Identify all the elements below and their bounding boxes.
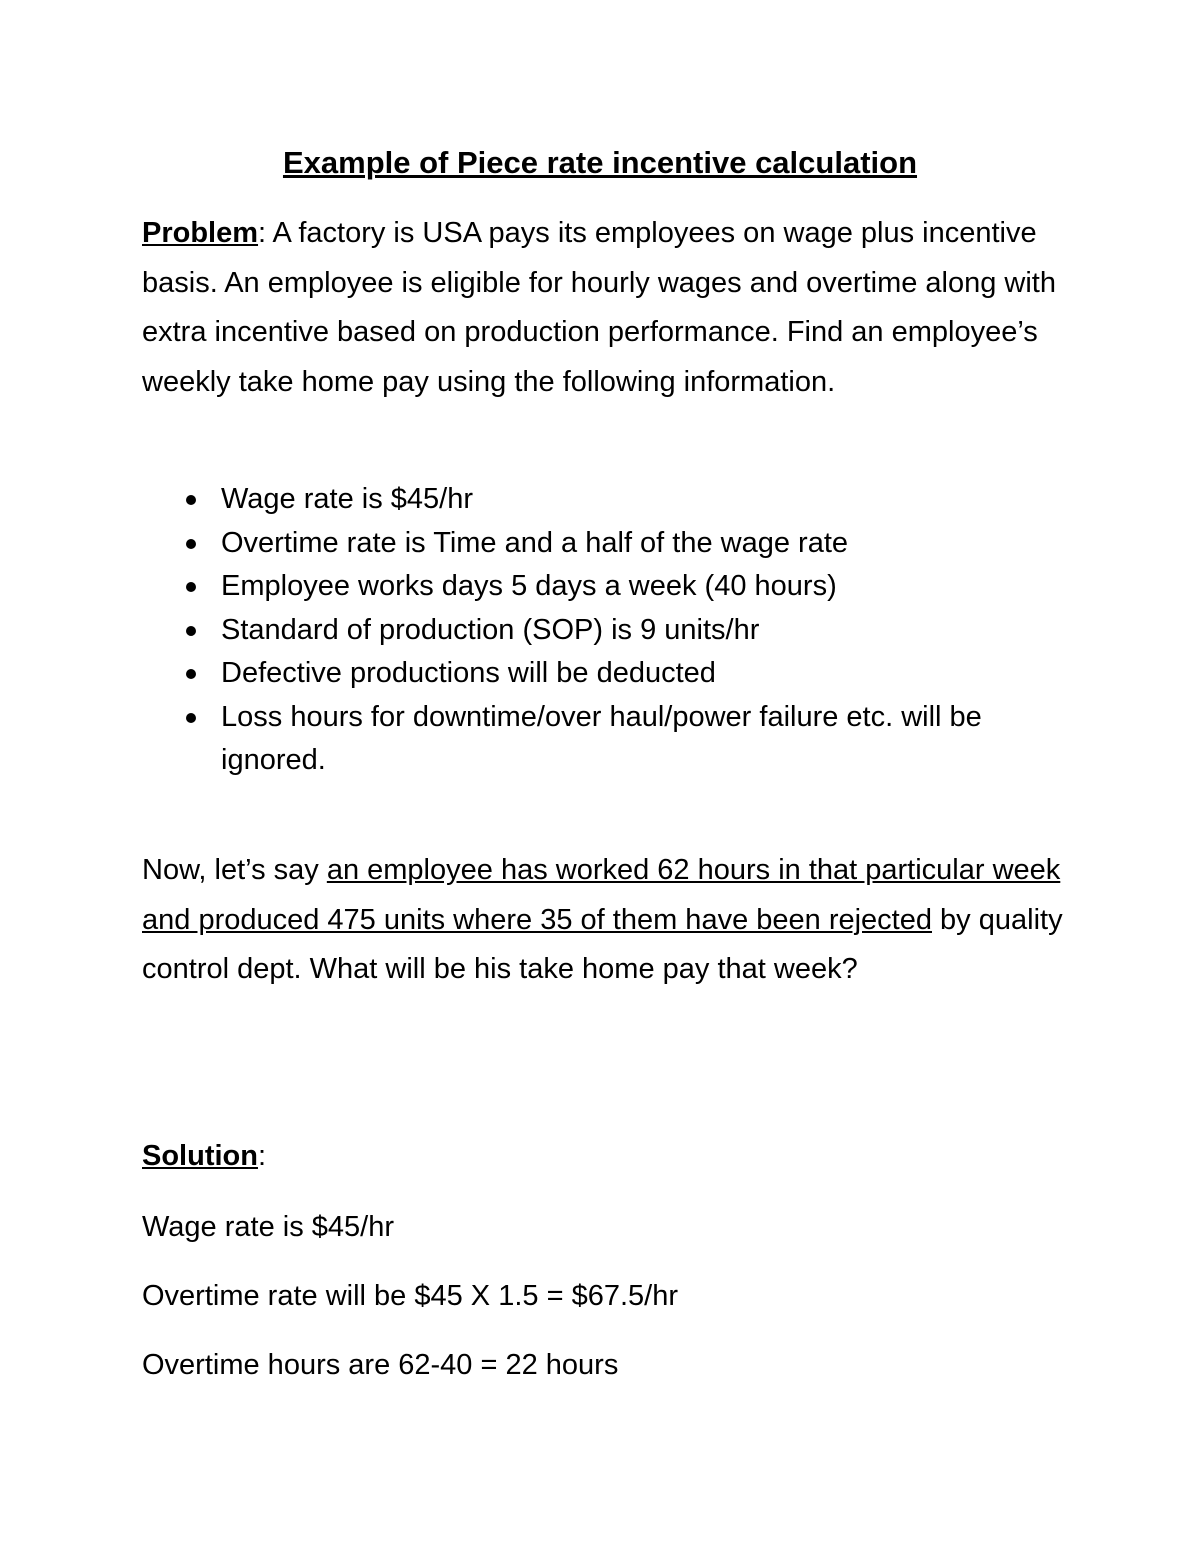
problem-text: : A factory is USA pays its employees on wage plus incentive basis. An employee is eligible for hourly wages and overtime along with extra incentive based on production performance. Find an employee’s weekly take home pay using the following information. <box>142 217 1056 398</box>
list-item <box>142 522 1072 566</box>
list-item <box>142 478 1072 522</box>
list-item-text: Overtime rate is Time and a half of the wage rate <box>221 526 849 559</box>
solution-line-overtime-hours: Overtime hours are 62-40 = 22 hours <box>142 1349 619 1381</box>
list-item-text: Defective productions will be deducted <box>221 657 716 689</box>
scenario-prefix: Now, let’s say <box>142 854 327 886</box>
bullet-icon <box>186 539 196 549</box>
scenario-underlined: an employee has worked 62 hours in that particular week and produced 475 units where 35 of them have been rejected <box>142 854 1061 936</box>
info-list <box>142 478 1072 783</box>
list-item-text: Standard of production (SOP) is 9 units/hr <box>221 613 760 646</box>
bullet-icon <box>186 495 196 505</box>
bullet-icon <box>186 626 196 636</box>
list-item-text: Employee works days 5 days a week (40 hours) <box>221 570 837 602</box>
list-item <box>142 565 1072 609</box>
list-item <box>142 609 1072 653</box>
solution-heading <box>142 1132 266 1181</box>
list-item-text: Loss hours for downtime/over haul/power failure etc. will be ignored. <box>221 700 982 776</box>
scenario-paragraph <box>142 846 1072 995</box>
bullet-icon <box>186 669 196 679</box>
problem-paragraph <box>142 209 1072 407</box>
problem-label: Problem <box>142 217 259 249</box>
solution-label: Solution <box>142 1140 258 1172</box>
scenario-suffix: by quality control dept. What will be his take home pay that week? <box>142 903 1063 985</box>
bullet-icon <box>186 713 196 723</box>
list-item-text: Wage rate is $45/hr <box>221 483 473 515</box>
solution-line-overtime-rate: Overtime rate will be $45 X 1.5 = $67.5/hr <box>142 1280 678 1312</box>
page-title: Example of Piece rate incentive calculation <box>282 145 918 180</box>
bullet-icon <box>186 582 196 592</box>
list-item <box>142 696 1072 783</box>
list-item <box>142 652 1072 696</box>
solution-line-wage-rate: Wage rate is $45/hr <box>142 1211 394 1243</box>
solution-colon: : <box>257 1140 267 1172</box>
